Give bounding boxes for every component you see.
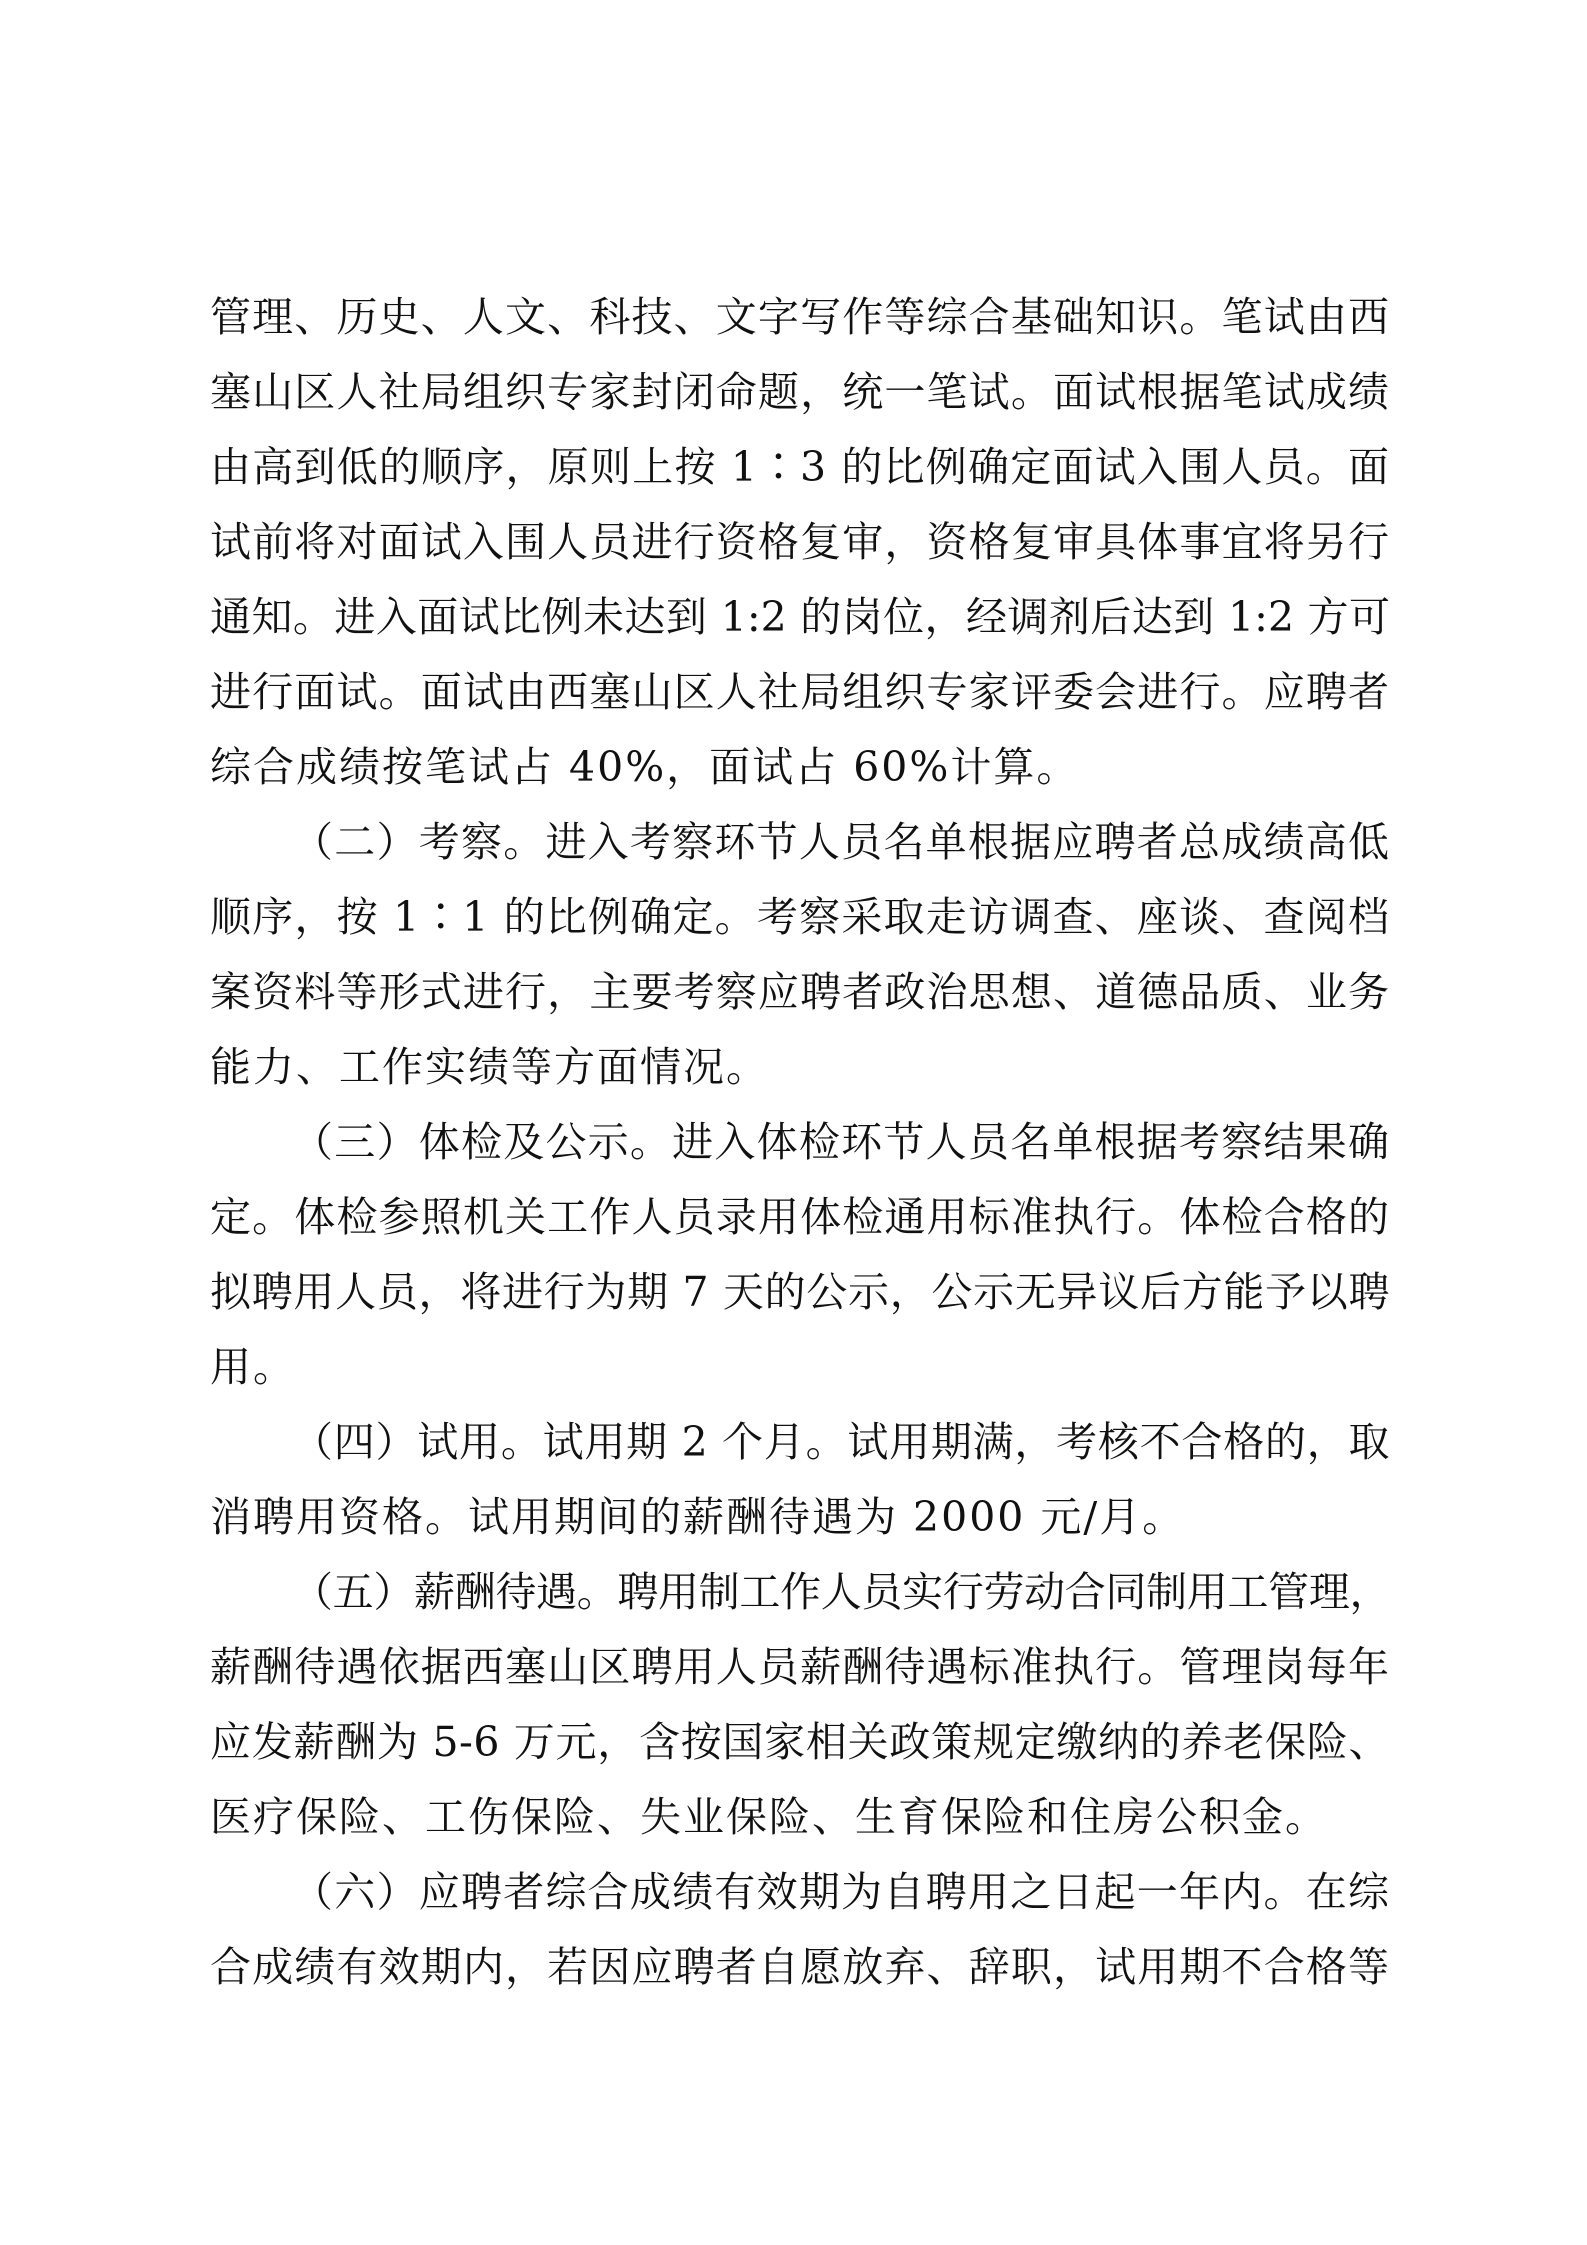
text-line: 定。体检参照机关工作人员录用体检通用标准执行。体检合格的 — [210, 1193, 1390, 1241]
text-line: 塞山区人社局组织专家封闭命题，统一笔试。面试根据笔试成绩 — [210, 368, 1390, 416]
text-line: 通知。进入面试比例未达到 1:2 的岗位，经调剂后达到 1:2 方可 — [210, 593, 1390, 641]
text-line: 进行面试。面试由西塞山区人社局组织专家评委会进行。应聘者 — [210, 668, 1390, 716]
paragraph-heading-line: （五）薪酬待遇。聘用制工作人员实行劳动合同制用工管理， — [292, 1568, 1390, 1616]
text-line: 案资料等形式进行，主要考察应聘者政治思想、道德品质、业务 — [210, 968, 1390, 1016]
document-body — [210, 280, 1390, 2005]
paragraph-heading-line: （四）试用。试用期 2 个月。试用期满，考核不合格的，取 — [292, 1418, 1390, 1466]
text-line: 能力、工作实绩等方面情况。 — [210, 1043, 769, 1091]
paragraph-heading-line: （二）考察。进入考察环节人员名单根据应聘者总成绩高低 — [292, 818, 1390, 866]
text-line: 由高到低的顺序，原则上按 1∶3 的比例确定面试入围人员。面 — [210, 443, 1390, 491]
text-line: 合成绩有效期内，若因应聘者自愿放弃、辞职，试用期不合格等 — [210, 1943, 1390, 1991]
text-line: 消聘用资格。试用期间的薪酬待遇为 2000 元/月。 — [210, 1493, 1186, 1541]
text-line: 试前将对面试入围人员进行资格复审，资格复审具体事宜将另行 — [210, 518, 1390, 566]
text-line: 医疗保险、工伤保险、失业保险、生育保险和住房公积金。 — [210, 1793, 1328, 1841]
text-line: 薪酬待遇依据西塞山区聘用人员薪酬待遇标准执行。管理岗每年 — [210, 1643, 1390, 1691]
text-line: 管理、历史、人文、科技、文字写作等综合基础知识。笔试由西 — [210, 293, 1390, 341]
text-line: 拟聘用人员，将进行为期 7 天的公示，公示无异议后方能予以聘 — [210, 1268, 1390, 1316]
paragraph-heading-line: （三）体检及公示。进入体检环节人员名单根据考察结果确 — [292, 1118, 1390, 1166]
text-line: 综合成绩按笔试占 40%，面试占 60%计算。 — [210, 743, 1080, 791]
text-line: 顺序，按 1∶1 的比例确定。考察采取走访调查、座谈、查阅档 — [210, 893, 1390, 941]
text-line: 用。 — [210, 1343, 296, 1391]
text-line: 应发薪酬为 5-6 万元，含按国家相关政策规定缴纳的养老保险、 — [210, 1718, 1390, 1766]
paragraph-heading-line: （六）应聘者综合成绩有效期为自聘用之日起一年内。在综 — [292, 1868, 1390, 1916]
